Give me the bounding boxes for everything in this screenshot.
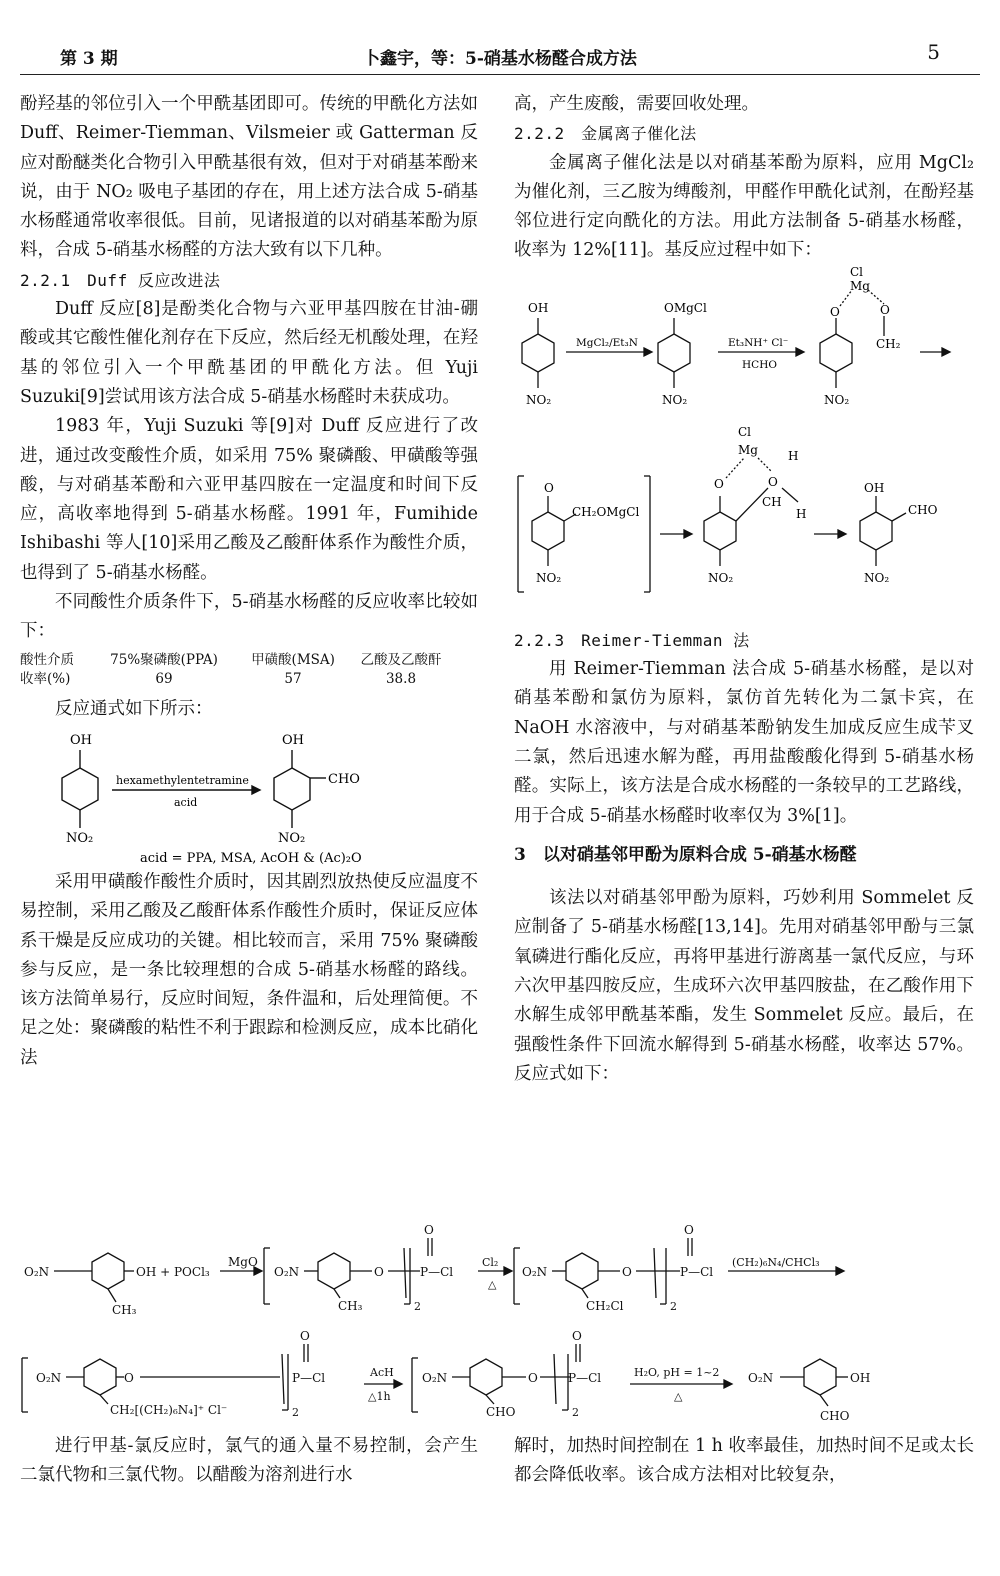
o-label: O — [768, 474, 778, 489]
mg-label: Mg — [738, 442, 758, 457]
paragraph: 解时，加热时间控制在 1 h 收率最佳，加热时间不足或太长都会降低收率。该合成方法相对比较复杂， — [514, 1436, 974, 1486]
p-cl-label: P—Cl — [680, 1265, 714, 1279]
omgcl-label: OMgCl — [664, 300, 707, 315]
o-label: O — [424, 1223, 434, 1237]
p-cl-label: P—Cl — [420, 1265, 454, 1279]
cho-label: CHO — [486, 1405, 516, 1419]
table-cell: 38.8 — [385, 670, 417, 687]
paragraph: 用 Reimer-Tiemman 法合成 5-硝基水杨醛，是以对硝基苯酚和氯仿为原料，氯仿首先转化为二氯卡宾，在 NaOH 水溶液中，与对硝基苯酚钠发生加成反应生成苄叉二氯，然后迅速水解为醛，再用盐酸酸化得到 5-硝基水杨醛。实际上，该方法是合成水杨醛的一条较早的工艺路线，用于合成 5-硝基水杨醛时收率仅为 3%[1]。 — [514, 659, 974, 826]
running-header — [20, 40, 980, 70]
table-header-row — [20, 651, 478, 670]
no2-label: NO₂ — [824, 392, 850, 407]
duff-reaction-scheme — [20, 724, 478, 868]
o2n-label: O₂N — [748, 1371, 774, 1385]
o-label: O — [544, 480, 554, 495]
section-heading-3: 3 以对硝基邻甲酚为原料合成 5-硝基水杨醛 — [514, 844, 857, 865]
header-rule — [20, 74, 980, 75]
mgo-label: MgO — [228, 1255, 258, 1269]
o2n-label: O₂N — [36, 1371, 62, 1385]
p-cl-label: P—Cl — [568, 1371, 602, 1385]
table-cell: 69 — [155, 670, 173, 687]
issue-label: 第 3 期 — [60, 49, 118, 69]
reagent-label: △ — [674, 1390, 683, 1403]
paragraph: 高，产生废酸，需要回收处理。 — [514, 94, 759, 114]
cho-label: CHO — [908, 502, 938, 517]
paragraph: 该法以对硝基邻甲酚为原料，巧妙利用 Sommelet 反应制备了 5-硝基水杨醛[13,14]。先用对硝基邻甲酚与三氯氧磷进行酯化反应，再将甲基进行游离基一氯代反应，与环六次甲基四胺反应，生成环六次甲基四胺盐，在乙酸作用下水解生成邻甲酰基苯酯，发生 Sommelet 反应。最后，在强酸性条件下回流水解得到 5-硝基水杨醛，收率达 57%。反应式如下： — [514, 888, 974, 1084]
bottom-left-text — [20, 1432, 478, 1491]
reagent-label: (CH₂)₆N₄/CHCl₃ — [732, 1256, 820, 1269]
yield-table — [20, 651, 478, 689]
reactant-label: OH + POCl₃ — [136, 1265, 210, 1279]
reagent-label: HCHO — [742, 358, 777, 371]
right-column — [514, 90, 974, 1089]
reagent-label: hexamethylentetramine — [116, 773, 249, 787]
paragraph: 酚羟基的邻位引入一个甲酰基团即可。传统的甲酰化方法如 Duff、Reimer-Tiemman、Vilsmeier 或 Gatterman 反应对酚醚类化合物引入甲酰基很有效，但对于对硝基苯酚来说，由于 NO₂ 吸电子基团的存在，用上述方法合成 5-硝基水杨醛通常收率很低。目前，见诸报道的以对硝基苯酚为原料，合成 5-硝基水杨醛的方法大致有以下几种。 — [20, 94, 478, 261]
o-label: O — [622, 1265, 632, 1279]
subscript-label: 2 — [414, 1300, 421, 1313]
table-cell: 酸性介质 — [20, 651, 74, 668]
ch2-label: CH₂ — [876, 336, 901, 351]
running-title: 卜鑫宇，等：5-硝基水杨醛合成方法 — [363, 49, 637, 69]
left-column — [20, 90, 478, 1073]
o-label: O — [830, 304, 840, 319]
cl-label: Cl — [738, 424, 752, 439]
no2-label: NO₂ — [536, 570, 562, 585]
table-cell: 甲磺酸(MSA) — [251, 651, 335, 668]
o-label: O — [528, 1371, 538, 1385]
cl-label: Cl — [850, 265, 864, 279]
oh-label: OH — [282, 732, 304, 748]
subscript-label: 2 — [572, 1406, 579, 1419]
table-row — [20, 670, 478, 689]
cho-label: CHO — [820, 1409, 850, 1423]
paragraph: 反应通式如下所示： — [55, 698, 213, 719]
o-label: O — [572, 1329, 582, 1343]
no2-label: NO₂ — [526, 392, 552, 407]
table-cell: 57 — [284, 670, 302, 687]
oh-label: OH — [528, 300, 549, 315]
ch3-label: CH₃ — [112, 1303, 137, 1317]
h-label: H — [788, 448, 799, 463]
paragraph: 1983 年，Yuji Suzuki 等[9]对 Duff 反应进行了改进，通过改变酸性介质，如采用 75% 聚磷酸、甲磺酸等强酸，与对硝基苯酚和六亚甲基四胺在一定温度和时间下反应，高收率地得到 5-硝基水杨醛。1991 年，Fumihide Ishibashi 等人[10]采用乙酸及乙酸酐体系作为酸性介质，也得到了 5-硝基水杨醛。 — [20, 416, 478, 583]
reagent-label: MgCl₂/Et₃N — [576, 336, 638, 349]
o-label: O — [880, 302, 890, 317]
o-label: O — [124, 1371, 134, 1385]
o-label: O — [684, 1223, 694, 1237]
table-cell: 75%聚磷酸(PPA) — [110, 651, 218, 668]
o2n-label: O₂N — [522, 1265, 548, 1279]
mg-label: Mg — [850, 278, 870, 293]
section-heading-2-2-2: 2.2.2 金属离子催化法 — [514, 124, 697, 144]
paragraph: 金属离子催化法是以对硝基苯酚为原料，应用 MgCl₂ 为催化剂，三乙胺为缚酸剂，甲醛作甲酰化试剂，在酚羟基邻位进行定向酰化的方法。用此方法制备 5-硝基水杨醛，收率为 12%[11]。基反应过程中如下： — [514, 152, 974, 261]
no2-label: NO₂ — [278, 830, 306, 846]
table-cell: 收率(%) — [20, 670, 71, 687]
acid-label: acid — [174, 795, 198, 809]
acid-caption: acid = PPA, MSA, AcOH & (Ac)₂O — [140, 850, 362, 866]
ch-label: CH — [762, 494, 782, 509]
oh-label: OH — [70, 732, 92, 748]
o2n-label: O₂N — [274, 1265, 300, 1279]
ch2omgcl-label: CH₂OMgCl — [572, 504, 640, 519]
paragraph: 不同酸性介质条件下，5-硝基水杨醛的反应收率比较如下： — [20, 592, 478, 642]
table-cell: 乙酸及乙酸酐 — [360, 651, 442, 668]
no2-label: NO₂ — [708, 570, 734, 585]
no2-label: NO₂ — [864, 570, 890, 585]
subscript-label: 2 — [292, 1406, 299, 1419]
metal-ion-reaction-scheme — [514, 266, 974, 626]
bottom-right-text — [514, 1432, 974, 1491]
cho-label: CHO — [328, 771, 360, 787]
no2-label: NO₂ — [662, 392, 688, 407]
p-cl-label: P—Cl — [292, 1371, 326, 1385]
section-heading-2-2-3: 2.2.3 Reimer-Tiemman 法 — [514, 630, 750, 650]
reagent-label: AcH — [370, 1366, 394, 1379]
page-number: 5 — [927, 40, 940, 64]
oh-label: OH — [850, 1371, 871, 1385]
paragraph: 采用甲磺酸作酸性介质时，因其剧烈放热使反应温度不易控制，采用乙酸及乙酸酐体系作酸性介质时，保证反应体系干燥是反应成功的关键。相比较而言，采用 75% 聚磷酸参与反应，是一条比较理想的合成 5-硝基水杨醛的路线。该方法简单易行，反应时间短，条件温和，后处理简便。不足之处：聚磷酸的粘性不利于跟踪和检测反应，成本比硝化法 — [20, 871, 478, 1068]
reagent-label: Et₃NH⁺ Cl⁻ — [728, 336, 789, 349]
o-label: O — [714, 476, 724, 491]
ch3-label: CH₃ — [338, 1299, 363, 1313]
reagent-label: △1h — [368, 1390, 391, 1403]
paragraph: Duff 反应[8]是酚类化合物与六亚甲基四胺在甘油-硼酸或其它酸性催化剂存在下反应，然后经无机酸处理，在羟基的邻位引入一个甲酰基团的甲酰化方法。但 Yuji Suzuki[9]尝试用该方法合成 5-硝基水杨醛时未获成功。 — [20, 299, 478, 407]
no2-label: NO₂ — [66, 830, 94, 846]
subscript-label: 2 — [670, 1300, 677, 1313]
oh-label: OH — [864, 480, 885, 495]
sommelet-reaction-scheme — [20, 1218, 980, 1426]
reagent-label: H₂O, pH = 1~2 — [634, 1366, 720, 1379]
reagent-label: △ — [488, 1278, 497, 1291]
h-label: H — [796, 506, 807, 521]
o2n-label: O₂N — [422, 1371, 448, 1385]
ch2cl-label: CH₂Cl — [586, 1299, 624, 1313]
o-label: O — [374, 1265, 384, 1279]
section-heading-2-2-1: 2.2.1 Duff 反应改进法 — [20, 270, 221, 290]
paragraph: 进行甲基-氯反应时，氯气的通入量不易控制，会产生二氯代物和三氯代物。以醋酸为溶剂进行水 — [20, 1436, 478, 1486]
reagent-label: Cl₂ — [482, 1256, 499, 1269]
salt-label: CH₂[(CH₂)₆N₄]⁺ Cl⁻ — [110, 1403, 228, 1417]
o2n-label: O₂N — [24, 1265, 50, 1279]
o-label: O — [300, 1329, 310, 1343]
